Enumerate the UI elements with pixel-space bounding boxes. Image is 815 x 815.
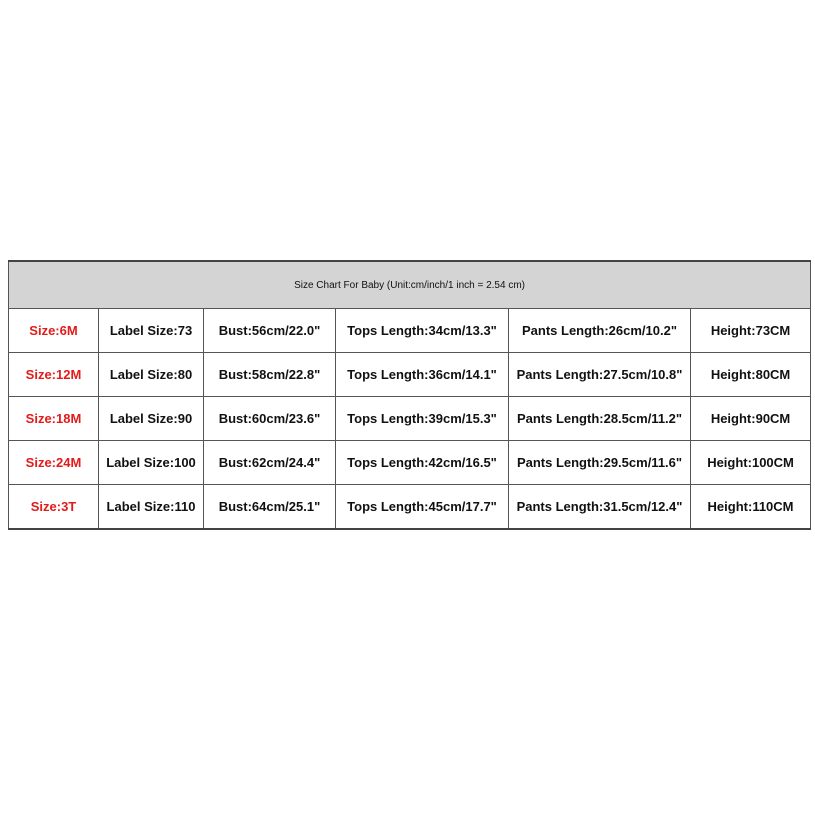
- bust-cell: Bust:62cm/24.4": [204, 441, 336, 485]
- pants-length-cell: Pants Length:28.5cm/11.2": [509, 397, 691, 441]
- tops-length-cell: Tops Length:42cm/16.5": [336, 441, 509, 485]
- height-cell: Height:90CM: [691, 397, 811, 441]
- tops-length-cell: Tops Length:36cm/14.1": [336, 353, 509, 397]
- bust-cell: Bust:60cm/23.6": [204, 397, 336, 441]
- size-cell: Size:18M: [9, 397, 99, 441]
- size-chart-table: [8, 260, 811, 530]
- size-cell: Size:3T: [9, 485, 99, 530]
- label-size-cell: Label Size:100: [99, 441, 204, 485]
- table-row: [9, 353, 811, 397]
- size-cell: Size:24M: [9, 441, 99, 485]
- tops-length-cell: Tops Length:34cm/13.3": [336, 309, 509, 353]
- label-size-cell: Label Size:110: [99, 485, 204, 530]
- height-cell: Height:110CM: [691, 485, 811, 530]
- table-row: [9, 309, 811, 353]
- pants-length-cell: Pants Length:27.5cm/10.8": [509, 353, 691, 397]
- pants-length-cell: Pants Length:29.5cm/11.6": [509, 441, 691, 485]
- bust-cell: Bust:58cm/22.8": [204, 353, 336, 397]
- bust-cell: Bust:56cm/22.0": [204, 309, 336, 353]
- height-cell: Height:80CM: [691, 353, 811, 397]
- size-cell: Size:12M: [9, 353, 99, 397]
- table-title: Size Chart For Baby (Unit:cm/inch/1 inch = 2.54 cm): [9, 261, 811, 309]
- pants-length-cell: Pants Length:31.5cm/12.4": [509, 485, 691, 530]
- table-row: [9, 485, 811, 530]
- table-row: [9, 441, 811, 485]
- label-size-cell: Label Size:90: [99, 397, 204, 441]
- table-row: [9, 397, 811, 441]
- height-cell: Height:100CM: [691, 441, 811, 485]
- bust-cell: Bust:64cm/25.1": [204, 485, 336, 530]
- tops-length-cell: Tops Length:39cm/15.3": [336, 397, 509, 441]
- table-header-row: [9, 261, 811, 309]
- label-size-cell: Label Size:73: [99, 309, 204, 353]
- tops-length-cell: Tops Length:45cm/17.7": [336, 485, 509, 530]
- pants-length-cell: Pants Length:26cm/10.2": [509, 309, 691, 353]
- label-size-cell: Label Size:80: [99, 353, 204, 397]
- height-cell: Height:73CM: [691, 309, 811, 353]
- size-cell: Size:6M: [9, 309, 99, 353]
